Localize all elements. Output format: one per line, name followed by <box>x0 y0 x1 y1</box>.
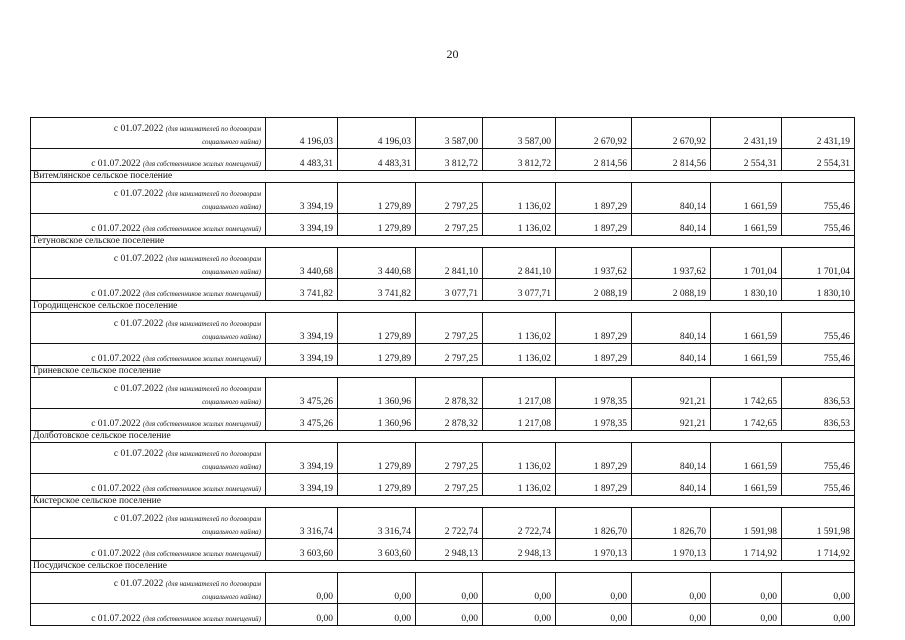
row-label-date: с 01.07.2022 <box>113 254 164 264</box>
row-label-date: с 01.07.2022 <box>91 484 141 494</box>
table-cell-value: 1 661,59 <box>711 183 782 214</box>
table-cell-value: 1 136,02 <box>483 313 556 344</box>
row-label-line-1 <box>31 579 261 589</box>
row-label-note: (для собственников жилых помещений) <box>142 485 261 493</box>
row-label-line-1 <box>31 189 261 199</box>
table-cell-value: 0,00 <box>556 573 632 604</box>
table-cell-value: 1 978,35 <box>556 409 632 431</box>
row-label <box>31 118 266 149</box>
table-cell-value: 0,00 <box>416 604 483 626</box>
row-label-note: (для собственников жилых помещений) <box>142 550 261 558</box>
table-cell-value: 1 742,65 <box>711 378 782 409</box>
table-cell-value: 3 812,72 <box>483 149 556 171</box>
table-cell-value: 0,00 <box>782 604 855 626</box>
table-cell-value: 840,14 <box>632 183 711 214</box>
table-cell-value: 3 316,74 <box>266 508 338 539</box>
row-label <box>31 508 266 539</box>
section-header-row <box>31 431 855 443</box>
table-cell-value: 1 661,59 <box>711 344 782 366</box>
table-cell-value: 3 440,68 <box>338 248 416 279</box>
row-label-line-1 <box>31 254 261 264</box>
table-cell-value: 1 217,08 <box>483 409 556 431</box>
table-cell-value: 0,00 <box>711 573 782 604</box>
row-label <box>31 279 266 301</box>
row-label <box>31 409 266 431</box>
page-number: 20 <box>446 47 459 61</box>
table-cell-value: 0,00 <box>483 573 556 604</box>
table-cell-value: 2 797,25 <box>416 443 483 474</box>
row-label <box>31 604 266 626</box>
table-cell-value: 1 970,13 <box>632 539 711 561</box>
table-cell-value: 1 830,10 <box>782 279 855 301</box>
table-cell-value: 0,00 <box>711 604 782 626</box>
table-cell-value: 1 661,59 <box>711 313 782 344</box>
table-cell-value: 0,00 <box>483 604 556 626</box>
table-cell-value: 1 217,08 <box>483 378 556 409</box>
table-cell-value: 2 814,56 <box>632 149 711 171</box>
table-cell-value: 2 670,92 <box>556 118 632 149</box>
table-cell-value: 3 316,74 <box>338 508 416 539</box>
table-cell-value: 1 661,59 <box>711 214 782 236</box>
table-cell-value: 3 587,00 <box>483 118 556 149</box>
row-label-note-2: социального найма) <box>202 203 261 211</box>
table-row <box>31 279 855 301</box>
row-label-note: (для нанимателей по договорам <box>165 450 261 458</box>
table-cell-value: 1 661,59 <box>711 474 782 496</box>
row-label-date: с 01.07.2022 <box>91 159 141 169</box>
table-cell-value: 1 136,02 <box>483 214 556 236</box>
table-row <box>31 183 855 214</box>
table-cell-value: 2 722,74 <box>483 508 556 539</box>
row-label-note: (для собственников жилых помещений) <box>142 290 261 298</box>
table-cell-value: 2 431,19 <box>711 118 782 149</box>
table-cell-value: 1 136,02 <box>483 183 556 214</box>
row-label-date: с 01.07.2022 <box>113 189 164 199</box>
table-row <box>31 604 855 626</box>
section-header-row <box>31 301 855 313</box>
table-cell-value: 1 591,98 <box>711 508 782 539</box>
row-label <box>31 474 266 496</box>
table-cell-value: 1 897,29 <box>556 443 632 474</box>
table-cell-value: 2 878,32 <box>416 409 483 431</box>
table-cell-value: 0,00 <box>556 604 632 626</box>
table-cell-value: 840,14 <box>632 474 711 496</box>
row-label-note: (для нанимателей по договорам <box>165 385 261 393</box>
table-cell-value: 3 394,19 <box>266 344 338 366</box>
table-cell-value: 3 394,19 <box>266 214 338 236</box>
row-label-note: (для нанимателей по договорам <box>165 320 261 328</box>
table-row <box>31 573 855 604</box>
row-label-date: с 01.07.2022 <box>91 419 141 429</box>
row-label-line-1 <box>31 319 261 329</box>
row-label <box>31 214 266 236</box>
section-name: Городищенское сельское поселение <box>31 301 855 313</box>
table-row <box>31 344 855 366</box>
table-cell-value: 1 937,62 <box>632 248 711 279</box>
row-label-line-1 <box>31 449 261 459</box>
section-name: Кистерское сельское поселение <box>31 496 855 508</box>
table-cell-value: 0,00 <box>338 573 416 604</box>
row-label-date: с 01.07.2022 <box>91 549 141 559</box>
row-label <box>31 313 266 344</box>
table-cell-value: 3 475,26 <box>266 378 338 409</box>
table-row <box>31 508 855 539</box>
table-cell-value: 2 722,74 <box>416 508 483 539</box>
table-cell-value: 1 826,70 <box>632 508 711 539</box>
table-cell-value: 2 554,31 <box>782 149 855 171</box>
row-label-date: с 01.07.2022 <box>91 614 141 624</box>
table-cell-value: 3 812,72 <box>416 149 483 171</box>
row-label <box>31 183 266 214</box>
row-label-note-2: социального найма) <box>202 138 261 146</box>
table-cell-value: 836,53 <box>782 378 855 409</box>
table-cell-value: 755,46 <box>782 474 855 496</box>
table-cell-value: 3 741,82 <box>338 279 416 301</box>
table-cell-value: 2 554,31 <box>711 149 782 171</box>
table-cell-value: 2 841,10 <box>416 248 483 279</box>
table-row <box>31 474 855 496</box>
table-row <box>31 248 855 279</box>
row-label-note: (для нанимателей по договорам <box>165 515 261 523</box>
table-cell-value: 1 714,92 <box>782 539 855 561</box>
table-cell-value: 2 797,25 <box>416 344 483 366</box>
table-cell-value: 3 077,71 <box>416 279 483 301</box>
row-label-note: (для собственников жилых помещений) <box>142 355 261 363</box>
table-cell-value: 2 814,56 <box>556 149 632 171</box>
table-cell-value: 1 701,04 <box>782 248 855 279</box>
row-label-note: (для нанимателей по договорам <box>165 580 261 588</box>
row-label-date: с 01.07.2022 <box>113 319 164 329</box>
table-cell-value: 3 475,26 <box>266 409 338 431</box>
table-cell-value: 755,46 <box>782 313 855 344</box>
table-cell-value: 2 797,25 <box>416 313 483 344</box>
table-row <box>31 149 855 171</box>
table-cell-value: 1 136,02 <box>483 344 556 366</box>
section-header-row <box>31 561 855 573</box>
row-label-date: с 01.07.2022 <box>113 579 164 589</box>
table-cell-value: 1 279,89 <box>338 474 416 496</box>
section-name: Гетуновское сельское поселение <box>31 236 855 248</box>
table-cell-value: 755,46 <box>782 183 855 214</box>
table-cell-value: 1 970,13 <box>556 539 632 561</box>
row-label-note: (для нанимателей по договорам <box>165 190 261 198</box>
table-cell-value: 2 797,25 <box>416 183 483 214</box>
table-cell-value: 1 701,04 <box>711 248 782 279</box>
table-cell-value: 0,00 <box>782 573 855 604</box>
row-label <box>31 149 266 171</box>
table-cell-value: 2 431,19 <box>782 118 855 149</box>
row-label <box>31 443 266 474</box>
table-cell-value: 1 360,96 <box>338 378 416 409</box>
row-label-note-2: социального найма) <box>202 528 261 536</box>
table-cell-value: 2 088,19 <box>556 279 632 301</box>
table-cell-value: 3 394,19 <box>266 474 338 496</box>
row-label <box>31 573 266 604</box>
table-row <box>31 443 855 474</box>
table-cell-value: 2 670,92 <box>632 118 711 149</box>
table-cell-value: 2 088,19 <box>632 279 711 301</box>
table-cell-value: 1 279,89 <box>338 183 416 214</box>
table-cell-value: 4 483,31 <box>338 149 416 171</box>
row-label-date: с 01.07.2022 <box>91 224 141 234</box>
table-cell-value: 2 841,10 <box>483 248 556 279</box>
section-header-row <box>31 496 855 508</box>
row-label-note-2: социального найма) <box>202 268 261 276</box>
table-cell-value: 3 603,60 <box>266 539 338 561</box>
table-cell-value: 1 937,62 <box>556 248 632 279</box>
row-label-date: с 01.07.2022 <box>113 514 164 524</box>
table-cell-value: 1 897,29 <box>556 214 632 236</box>
table-cell-value: 0,00 <box>266 604 338 626</box>
section-name: Витемлянское сельское поселение <box>31 171 855 183</box>
table-cell-value: 4 196,03 <box>266 118 338 149</box>
table-cell-value: 1 897,29 <box>556 313 632 344</box>
table-cell-value: 0,00 <box>338 604 416 626</box>
table-cell-value: 1 136,02 <box>483 474 556 496</box>
row-label-line-1 <box>31 514 261 524</box>
table-cell-value: 3 077,71 <box>483 279 556 301</box>
table-cell-value: 755,46 <box>782 214 855 236</box>
table-row <box>31 378 855 409</box>
row-label-date: с 01.07.2022 <box>113 124 164 134</box>
row-label <box>31 378 266 409</box>
table-cell-value: 921,21 <box>632 409 711 431</box>
table-cell-value: 2 797,25 <box>416 474 483 496</box>
table-cell-value: 1 978,35 <box>556 378 632 409</box>
table-row <box>31 409 855 431</box>
table-cell-value: 1 279,89 <box>338 344 416 366</box>
table-cell-value: 1 897,29 <box>556 344 632 366</box>
table-cell-value: 3 394,19 <box>266 313 338 344</box>
table-cell-value: 1 136,02 <box>483 443 556 474</box>
row-label-note-2: социального найма) <box>202 463 261 471</box>
table-cell-value: 2 948,13 <box>416 539 483 561</box>
table-row <box>31 539 855 561</box>
row-label-note: (для нанимателей по договорам <box>165 125 261 133</box>
table-cell-value: 921,21 <box>632 378 711 409</box>
table-cell-value: 1 826,70 <box>556 508 632 539</box>
row-label <box>31 248 266 279</box>
row-label-note: (для собственников жилых помещений) <box>142 225 261 233</box>
row-label-note-2: социального найма) <box>202 593 261 601</box>
table-cell-value: 1 742,65 <box>711 409 782 431</box>
table-cell-value: 3 741,82 <box>266 279 338 301</box>
table-row <box>31 214 855 236</box>
row-label-note: (для собственников жилых помещений) <box>142 420 261 428</box>
table-cell-value: 2 797,25 <box>416 214 483 236</box>
table-row <box>31 118 855 149</box>
table-cell-value: 840,14 <box>632 214 711 236</box>
table-cell-value: 1 360,96 <box>338 409 416 431</box>
table-cell-value: 0,00 <box>632 573 711 604</box>
table-cell-value: 840,14 <box>632 313 711 344</box>
table-cell-value: 1 897,29 <box>556 474 632 496</box>
table-cell-value: 836,53 <box>782 409 855 431</box>
table-cell-value: 1 661,59 <box>711 443 782 474</box>
table-cell-value: 4 196,03 <box>338 118 416 149</box>
table-cell-value: 1 279,89 <box>338 443 416 474</box>
table-row <box>31 313 855 344</box>
table-cell-value: 1 279,89 <box>338 214 416 236</box>
row-label-line-1 <box>31 124 261 134</box>
table-cell-value: 3 587,00 <box>416 118 483 149</box>
row-label <box>31 344 266 366</box>
table-cell-value: 1 591,98 <box>782 508 855 539</box>
table-cell-value: 1 897,29 <box>556 183 632 214</box>
table-cell-value: 3 394,19 <box>266 443 338 474</box>
row-label <box>31 539 266 561</box>
table-cell-value: 0,00 <box>416 573 483 604</box>
table-cell-value: 0,00 <box>266 573 338 604</box>
table-cell-value: 755,46 <box>782 344 855 366</box>
tariff-table <box>30 117 855 626</box>
table-cell-value: 1 714,92 <box>711 539 782 561</box>
section-name: Посудичское сельское поселение <box>31 561 855 573</box>
section-header-row <box>31 366 855 378</box>
row-label-note-2: социального найма) <box>202 398 261 406</box>
table-cell-value: 0,00 <box>632 604 711 626</box>
row-label-date: с 01.07.2022 <box>113 449 164 459</box>
table-cell-value: 1 830,10 <box>711 279 782 301</box>
table-cell-value: 3 440,68 <box>266 248 338 279</box>
table-cell-value: 3 603,60 <box>338 539 416 561</box>
table-cell-value: 840,14 <box>632 344 711 366</box>
table-cell-value: 4 483,31 <box>266 149 338 171</box>
table-cell-value: 840,14 <box>632 443 711 474</box>
row-label-date: с 01.07.2022 <box>91 289 141 299</box>
row-label-line-1 <box>31 384 261 394</box>
section-header-row <box>31 171 855 183</box>
section-header-row <box>31 236 855 248</box>
row-label-date: с 01.07.2022 <box>113 384 164 394</box>
row-label-date: с 01.07.2022 <box>91 354 141 364</box>
row-label-note: (для нанимателей по договорам <box>165 255 261 263</box>
row-label-note: (для собственников жилых помещений) <box>142 615 261 623</box>
table-cell-value: 2 878,32 <box>416 378 483 409</box>
row-label-note-2: социального найма) <box>202 333 261 341</box>
row-label-note: (для собственников жилых помещений) <box>142 160 261 168</box>
table-cell-value: 755,46 <box>782 443 855 474</box>
table-cell-value: 3 394,19 <box>266 183 338 214</box>
table-cell-value: 1 279,89 <box>338 313 416 344</box>
table-cell-value: 2 948,13 <box>483 539 556 561</box>
section-name: Гриневское сельское поселение <box>31 366 855 378</box>
section-name: Долботовское сельское поселение <box>31 431 855 443</box>
